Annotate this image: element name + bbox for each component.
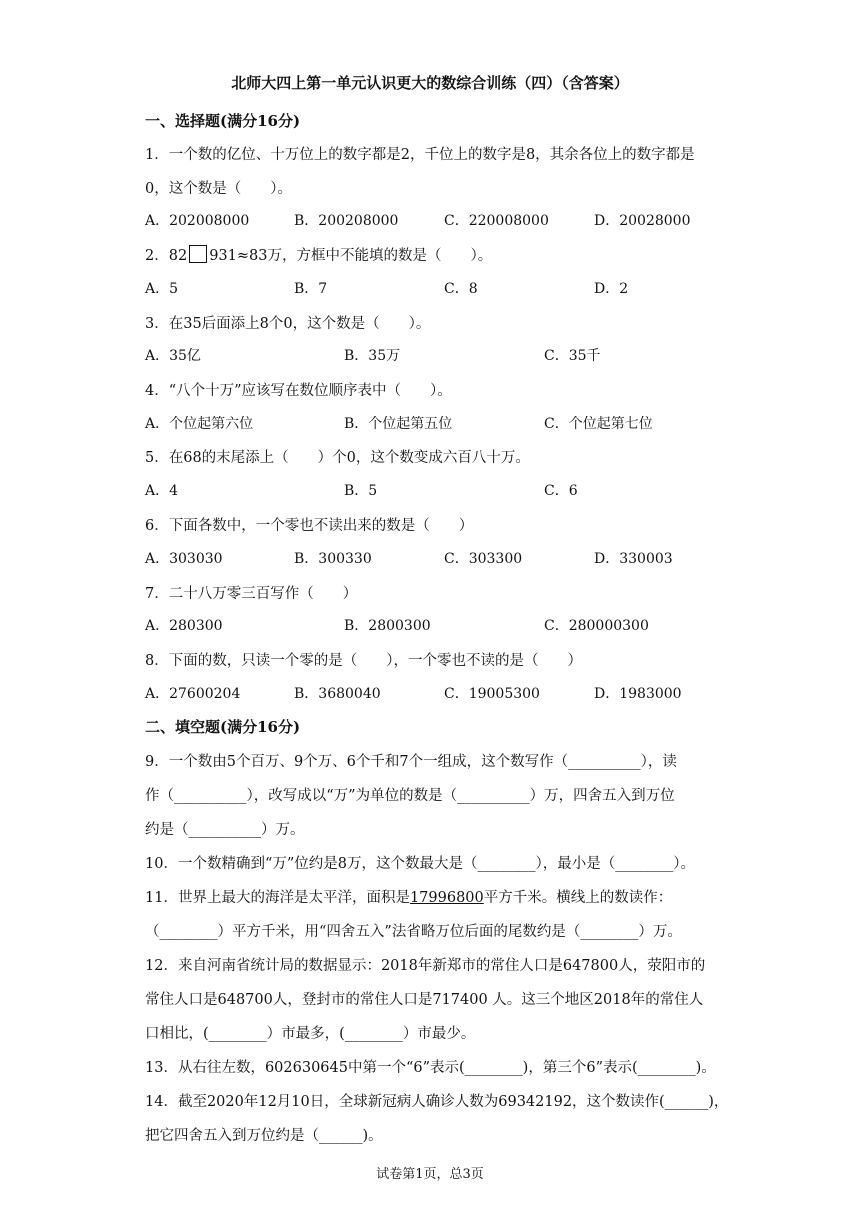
q3-option-b[interactable]: B．35万 xyxy=(344,348,401,364)
q8-option-a[interactable]: A．27600204 xyxy=(145,686,241,702)
q5-option-a[interactable]: A．4 xyxy=(145,483,179,499)
q3-option-c[interactable]: C．35千 xyxy=(544,348,601,364)
q6-option-a[interactable]: A．303030 xyxy=(145,551,223,567)
question-6: 6．下面各数中，一个零也不读出来的数是（ ） xyxy=(145,518,474,534)
question-3: 3．在35后面添上8个0，这个数是（ ）。 xyxy=(145,316,431,332)
section-heading-choice: 一、选择题(满分16分) xyxy=(145,112,301,130)
q6-option-c[interactable]: C．303300 xyxy=(444,551,523,567)
question-8: 8．下面的数，只读一个零的是（ ），一个零也不读的是（ ） xyxy=(145,653,582,669)
q1-option-c[interactable]: C．220008000 xyxy=(444,213,549,229)
q3-option-a[interactable]: A．35亿 xyxy=(145,348,201,364)
underlined-number: 17996800 xyxy=(409,890,484,906)
q5-option-c[interactable]: C．6 xyxy=(544,483,578,499)
blank-square-box xyxy=(189,245,207,263)
q1-option-a[interactable]: A．202008000 xyxy=(145,213,250,229)
question-13: 13．从右往左数，602630645中第一个“6”表示(________)，第三个6”表示(________)。 xyxy=(145,1060,716,1076)
page-footer: 试卷第1页，总3页 xyxy=(376,1167,484,1182)
question-12-line-2: 常住人口是648700人，登封市的常住人口是717400 人。这三个地区2018年的常住人 xyxy=(145,992,704,1008)
question-9-line-1: 9．一个数由5个百万、9个万、6个千和7个一组成，这个数写作（__________），读 xyxy=(145,754,677,770)
question-1-line-2: 0，这个数是（ ）。 xyxy=(145,181,292,197)
q2-option-c[interactable]: C．8 xyxy=(444,281,478,297)
q5-option-b[interactable]: B．5 xyxy=(344,483,378,499)
section-heading-fill: 二、填空题(满分16分) xyxy=(145,718,301,736)
q6-option-b[interactable]: B．300330 xyxy=(294,551,372,567)
question-11-line-2: （________）平方千米，用“四舍五入”法省略万位后面的尾数约是（________）万。 xyxy=(145,924,682,940)
q8-option-b[interactable]: B．3680040 xyxy=(294,686,381,702)
question-2 xyxy=(145,244,492,265)
q6-option-d[interactable]: D．330003 xyxy=(594,551,673,567)
question-7: 7．二十八万零三百写作（ ） xyxy=(145,586,358,602)
q2-option-a[interactable]: A．5 xyxy=(145,281,179,297)
question-9-line-2: 作（__________），改写成以“万”为单位的数是（__________）万，四舍五入到万位 xyxy=(145,788,675,804)
question-1-line-1: 1．一个数的亿位、十万位上的数字都是2，千位上的数字是8，其余各位上的数字都是 xyxy=(145,147,695,163)
question-2-before: 2．82 xyxy=(145,248,188,264)
question-2-after: 931≈83万，方框中不能填的数是（ ）。 xyxy=(209,248,493,264)
q4-option-c[interactable]: C．个位起第七位 xyxy=(544,416,653,432)
q1-option-d[interactable]: D．20028000 xyxy=(594,213,691,229)
q7-option-a[interactable]: A．280300 xyxy=(145,618,223,634)
question-14-line-2: 把它四舍五入到万位约是（______)。 xyxy=(145,1128,383,1144)
q2-option-b[interactable]: B．7 xyxy=(294,281,328,297)
question-11-line-1 xyxy=(145,886,672,907)
q7-option-c[interactable]: C．280000300 xyxy=(544,618,649,634)
page-title: 北师大四上第一单元认识更大的数综合训练（四）（含答案） xyxy=(231,74,629,92)
question-12-line-1: 12．来自河南省统计局的数据显示：2018年新郑市的常住人口是647800人，荥阳市的 xyxy=(145,958,706,974)
question-4: 4．“八个十万”应该写在数位顺序表中（ ）。 xyxy=(145,383,452,399)
question-12-line-3: 口相比，(________）市最多，(________）市最少。 xyxy=(145,1026,476,1042)
question-9-line-3: 约是（__________）万。 xyxy=(145,822,305,838)
q4-option-a[interactable]: A．个位起第六位 xyxy=(145,416,254,432)
q8-option-d[interactable]: D．1983000 xyxy=(594,686,682,702)
question-11-before: 11．世界上最大的海洋是太平洋，面积是 xyxy=(145,890,410,906)
question-14-line-1: 14．截至2020年12月10日，全球新冠病人确诊人数为69342192，这个数读作(______)， xyxy=(145,1094,729,1110)
question-10: 10．一个数精确到“万”位约是8万，这个数最大是（________），最小是（________）。 xyxy=(145,856,695,872)
question-5: 5．在68的末尾添上（ ）个0，这个数变成六百八十万。 xyxy=(145,450,530,466)
q1-option-b[interactable]: B．200208000 xyxy=(294,213,399,229)
q7-option-b[interactable]: B．2800300 xyxy=(344,618,431,634)
q2-option-d[interactable]: D．2 xyxy=(594,281,629,297)
q4-option-b[interactable]: B．个位起第五位 xyxy=(344,416,453,432)
question-11-after: 平方千米。横线上的数读作： xyxy=(483,890,673,906)
q8-option-c[interactable]: C．19005300 xyxy=(444,686,540,702)
